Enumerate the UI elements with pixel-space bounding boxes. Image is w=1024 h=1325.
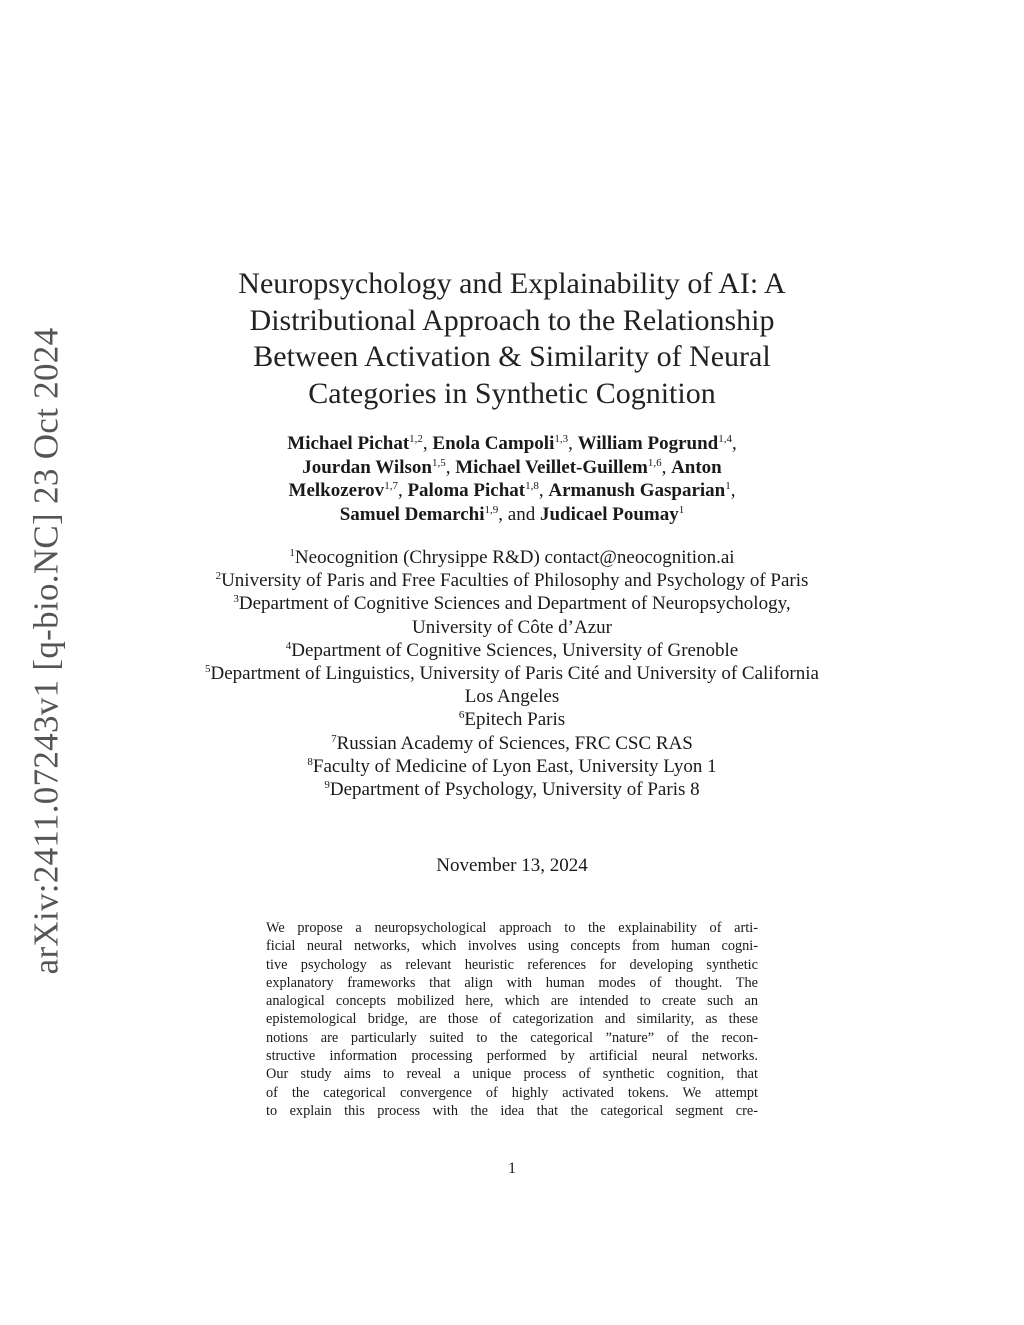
author-affil-sup: 1,5 [431, 456, 446, 469]
abstract-line: of the categorical convergence of highly activated tokens. We attempt [266, 1084, 758, 1101]
affil-text: Department of Linguistics, University of Paris Cité and University of California Los Angeles [210, 663, 819, 708]
abstract-line: epistemological bridge, are those of categorization and similarity, as these [266, 1011, 758, 1028]
author-name: Michael Veillet-Guillem [455, 456, 648, 478]
title-line: Distributional Approach to the Relationship [249, 303, 775, 337]
affil-sup: 9 [324, 779, 330, 792]
affil-sup: 4 [285, 639, 292, 652]
affiliation-list [200, 546, 824, 801]
affiliation [200, 569, 824, 592]
author-name: Enola Campoli [432, 433, 555, 454]
author-name: Samuel Demarchi [339, 503, 485, 525]
paper-title [200, 266, 824, 412]
affiliation [200, 662, 824, 708]
affil-text: Department of Cognitive Sciences and Department of Neuropsychology, University of Côte d’Azur [238, 593, 791, 638]
abstract-line: Our study aims to reveal a unique process of synthetic cognition, that [266, 1066, 758, 1083]
author-name: Judicael Poumay [539, 503, 679, 525]
author-affil-sup: 1,6 [647, 456, 662, 469]
affiliation [200, 592, 824, 638]
abstract-line: to explain this process with the idea that the categorical segment cre- [266, 1102, 758, 1119]
page-number: 1 [508, 1160, 516, 1177]
affil-sup: 8 [307, 755, 313, 768]
affil-sup: 5 [205, 663, 211, 676]
affil-text: Epitech Paris [464, 709, 566, 731]
abstract-line: structive information processing performed by artificial neural networks. [266, 1048, 758, 1065]
affil-text: Department of Cognitive Sciences, University of Grenoble [291, 639, 739, 661]
arxiv-id: arXiv:2411.07243v1 [q-bio.NC] 23 Oct 2024 [26, 327, 66, 974]
affiliation [200, 755, 824, 778]
publication-date: November 13, 2024 [436, 855, 588, 876]
author-name: Paloma Pichat [407, 480, 526, 501]
author-name-part: Anton [671, 456, 722, 478]
author-affil-sup: 1,4 [718, 433, 732, 445]
abstract-line: analogical concepts mobilized here, which are intended to create such an [266, 993, 758, 1010]
title-line: Categories in Synthetic Cognition [308, 376, 716, 410]
abstract [266, 919, 758, 1120]
affil-sup: 7 [331, 732, 337, 745]
abstract-line: tive psychology as relevant heuristic references for developing synthetic [266, 956, 758, 973]
title-line: Between Activation & Similarity of Neural [253, 340, 771, 373]
abstract-line: explanatory frameworks that align with human modes of thought. The [266, 974, 758, 991]
affiliation [200, 732, 824, 755]
abstract-line: notions are particularly suited to the categorical ”nature” of the recon- [266, 1029, 758, 1046]
affil-sup: 3 [233, 593, 239, 606]
author-affil-sup: 1,9 [484, 503, 499, 516]
author-affil-sup: 1,8 [525, 480, 539, 492]
author-affil-sup: 1,3 [554, 433, 569, 445]
affiliation [200, 639, 824, 662]
author-list: Michael Pichat$^{1,2}$, Enola Campoli$^{1,3}$, William Pogrund$^{1,4}$, Jourdan Wilson$^{1,5}$, Michael Veillet-Guillem$^{1,6}$, Anton Melkozerov$^{1,7}$, Paloma Pichat$^{1,8}$, Armanush Gasparian$^1$, Samuel Demarchi$^{1,9}$, and Judicael Poumay$^1$ [287, 433, 737, 525]
affil-sup: 1 [289, 547, 295, 559]
author-name: Armanush Gasparian [548, 480, 726, 501]
author-name: William Pogrund [577, 433, 719, 454]
affiliation [200, 546, 824, 569]
author-affil-sup: 1 [678, 503, 685, 516]
author-name: Michael Pichat [287, 433, 410, 454]
affil-text: University of Paris and Free Faculties of Philosophy and Psychology of Paris [221, 570, 809, 592]
abstract-line: We propose a neuropsychological approach to the explainability of arti- [266, 920, 758, 936]
author-affil-sup: 1 [725, 480, 731, 492]
author-name-part: Melkozerov [288, 480, 385, 501]
affil-sup: 2 [215, 570, 222, 583]
title-line: Neuropsychology and Explainability of AI: A [238, 267, 786, 300]
affil-sup: 6 [458, 709, 465, 722]
abstract-line: ficial neural networks, which involves using concepts from human cogni- [266, 938, 758, 955]
arxiv-sidebar-stamp [21, 327, 71, 974]
affil-text: Faculty of Medicine of Lyon East, University Lyon 1 [312, 755, 717, 777]
affil-text: Department of Psychology, University of Paris 8 [329, 779, 700, 801]
affil-text: Russian Academy of Sciences, FRC CSC RAS [336, 732, 693, 754]
author-affil-sup: 1,2 [409, 433, 423, 445]
affiliation [200, 708, 824, 731]
affil-text: Neocognition (Chrysippe R&D) contact@neocognition.ai [294, 547, 735, 568]
author-affil-sup: 1,7 [384, 480, 398, 492]
affiliation [200, 778, 824, 801]
author-name: Jourdan Wilson [302, 456, 432, 478]
